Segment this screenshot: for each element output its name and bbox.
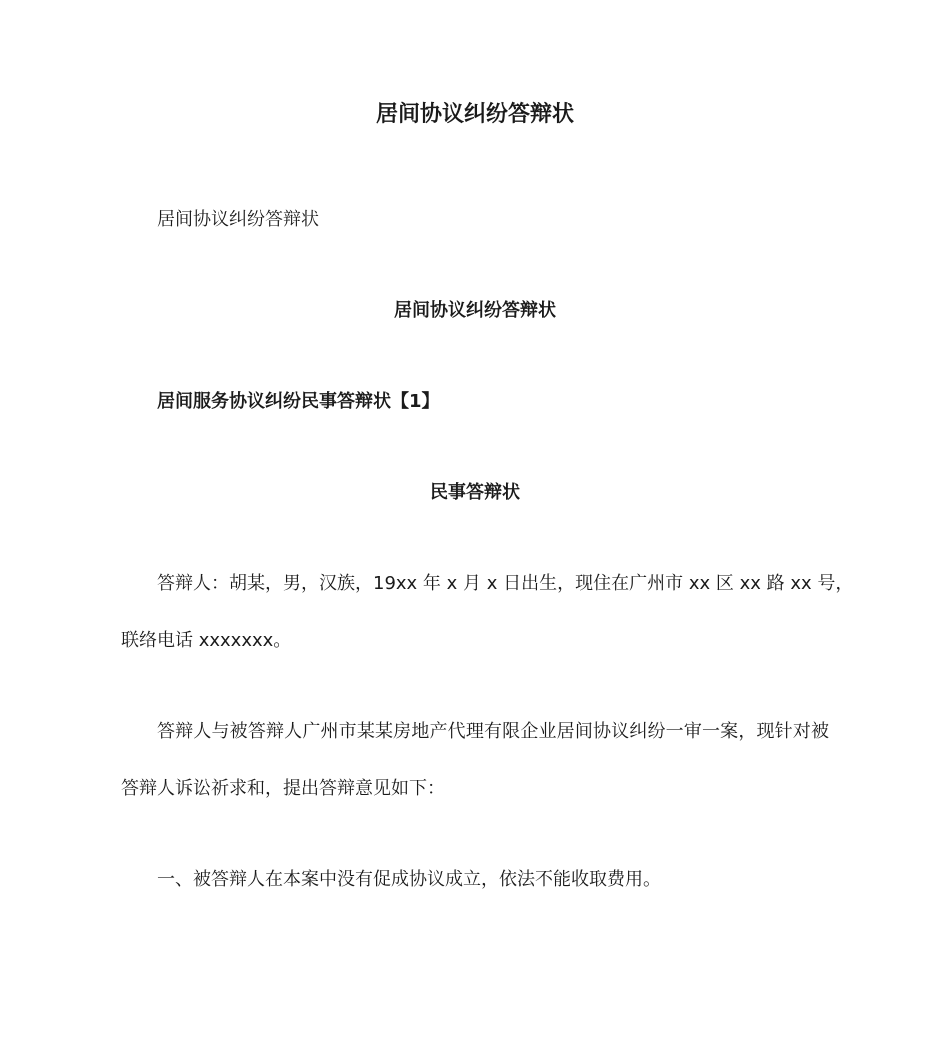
defense-point-1: 一、被答辩人在本案中没有促成协议成立，依法不能收取费用。 xyxy=(157,869,661,890)
doc-type-heading: 民事答辩状 xyxy=(430,482,520,503)
section-heading: 居间协议纠纷答辩状 xyxy=(394,300,556,321)
document-title: 居间协议纠纷答辩状 xyxy=(375,102,574,127)
section-subheading: 居间服务协议纠纷民事答辩状【1】 xyxy=(157,391,440,412)
respondent-info-line-2: 联络电话 xxxxxxx。 xyxy=(121,630,292,651)
respondent-info-line-1: 答辩人：胡某，男，汉族，19xx 年 x 月 x 日出生，现住在广州市 xx 区 xx 路 xx 号， xyxy=(157,573,854,594)
case-intro-line-2: 答辩人诉讼祈求和，提出答辩意见如下： xyxy=(121,778,445,799)
paragraph-subtitle: 居间协议纠纷答辩状 xyxy=(157,209,319,230)
case-intro-line-1: 答辩人与被答辩人广州市某某房地产代理有限企业居间协议纠纷一审一案，现针对被 xyxy=(157,721,829,742)
